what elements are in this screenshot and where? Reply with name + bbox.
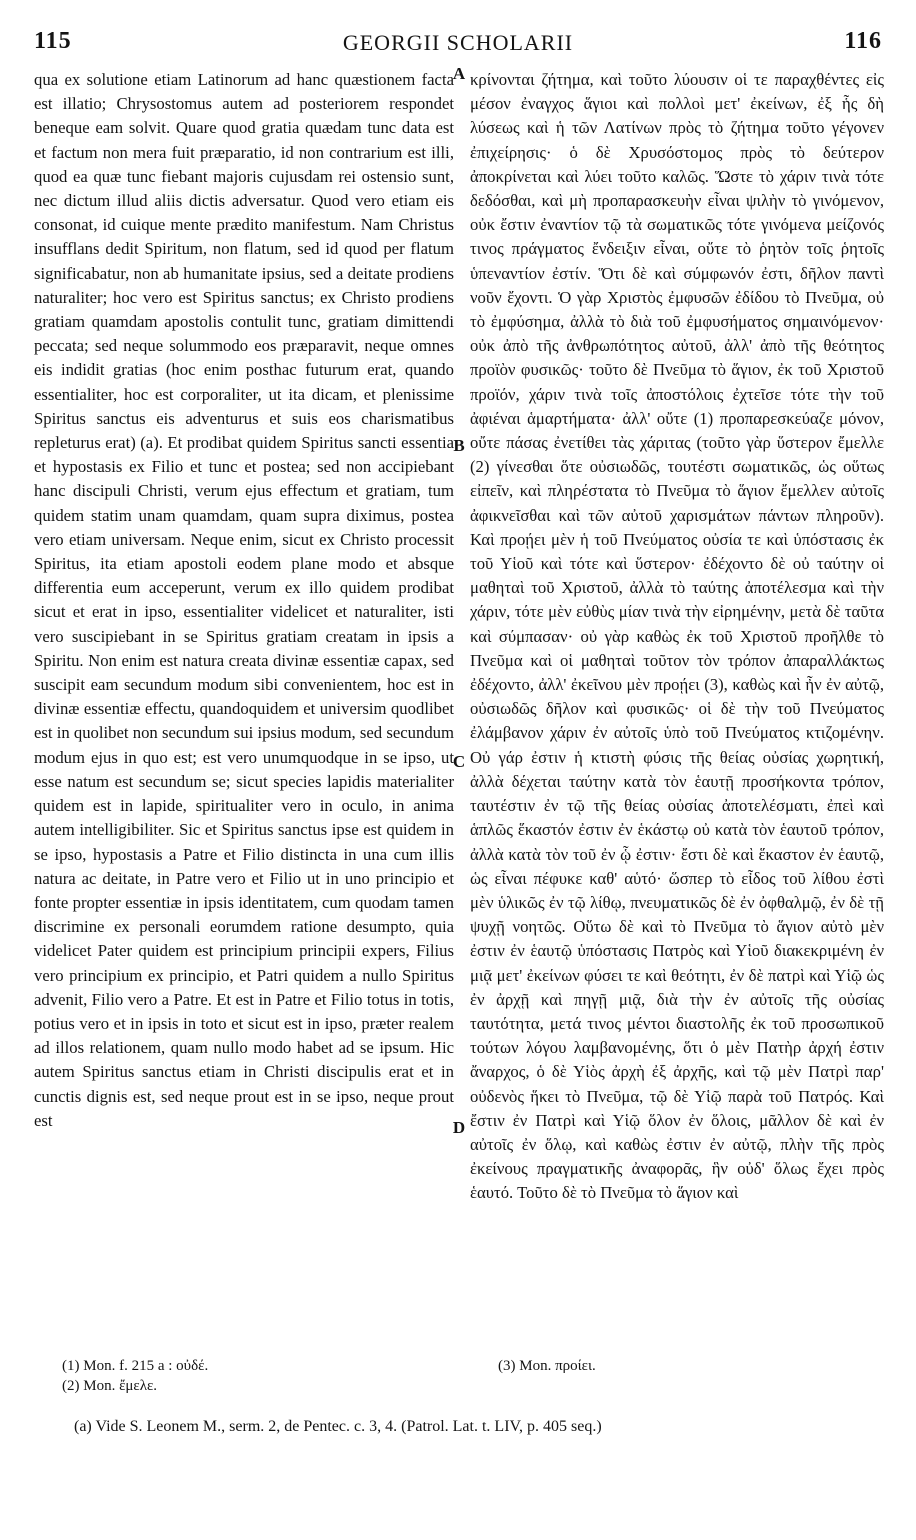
latin-column <box>34 68 454 1346</box>
page-number-left: 115 <box>34 28 72 54</box>
margin-marker-c: C <box>452 752 466 771</box>
greek-text: κρίνονται ζήτημα, καὶ τοῦτο λύουσιν οἱ τε παραχθέντες εἰς μέσον ἐναγχος ἅγιοι καὶ πολλοὶ μετ' ἐκείνων, ἐξ ἧς δὴ λύσεως καὶ ἡ τῶν Λατίνων πρὸς τὸ ζήτημα τοῦτο γέγονεν ἐπιχείρησις· ὁ δὲ Χρυσόστομος πρὸς τὸ δεύτερον ἀποκρίνεται καὶ λύει τοῦτο καλῶς. Ὥστε τὸ χάριν τινὰ τότε δεδόσθαι, καὶ μὴ προπαρασκευὴν εἶναι ψιλὴν τὸ γινόμενον, οὐκ ἔστιν ἐναντίον τῷ τὰ σωματικῶς τότε γινόμενα μείζονός τινος πράγματος ἔνδειξιν εἶναι, οὔτε τὸ ῥητὸν τοῖς ῥητοῖς ὑπεναντίον ἐστίν. Ὅτι δὲ καὶ σύμφωνόν ἐστι, δῆλον παντὶ νοῦν ἔχοντι. Ὁ γὰρ Χριστὸς ἐμφυσῶν ἐδίδου τὸ Πνεῦμα, οὐ τὸ ἐμφύσημα, ἀλλὰ τὸ διὰ τοῦ ἐμφυσήματος σημαινόμενον· οὐκ ἀπὸ τῆς ἀνθρωπότητος αὐτοῦ, ἀλλ' ἀπὸ τῆς θεότητος προϊὸν φυσικῶς· τοῦτο δὲ Πνεῦμα τὸ ἅγιον, ἐκ τοῦ Χριστοῦ προϊόν, χάριν τινὰ τοῖς ἀποστόλοις ἐχτεῖσε τότε τὴν τοῦ ἀφιέναι ἁμαρτήματα· ἀλλ' οὔτε (1) προπαρεσκεύαζε μόνον, οὔτε πάσας ἐνετίθει τὰς χάριτας (τοῦτο γὰρ ὕστερον ἔμελλε (2) γίνεσθαι ὅτε οὐσιωδῶς, τουτέστι σωματικῶς, ὡς οὕτως εἰπεῖν, καὶ πληρέστατα τὸ Πνεῦμα τὸ ἅγιον ἔμελλεν αὐτοῖς ἀφικνεῖσθαι καὶ τῶν αὐτοῦ χαρισμάτων πάντων πληροῦν). Καὶ προῄει μὲν ἡ τοῦ Πνεύματος οὐσία τε καὶ ὑπόστασις ἐκ τοῦ Υἱοῦ καὶ τότε καὶ ὕστερον· ἐδέχοντο δὲ οὐ ταύτην οἱ μαθηταὶ τοῦ Χριστοῦ, ἀλλὰ τὸ ταύτης ἀποτέλεσμα καὶ τὴν χάριν, τότε μὲν εὐθὺς μίαν τινὰ τὴν εἰρημένην, μετὰ δὲ ταῦτα καὶ σύμπασαν· οὐ γὰρ καθὼς ἐκ τοῦ Χριστοῦ προῆλθε τὸ Πνεῦμα καὶ οἱ μαθηταὶ τοῦτον τὸν τρόπον ἀπαραλλάκτως ἐδέχοντο, ἀλλ' ἐκεῖνου μὲν προῄει (3), καθὼς καὶ ἦν ἐν αὐτῷ, οὐσιωδῶς δῆλον καὶ φυσικῶς· οἱ δὲ τὴν τοῦ Πνεύματος ἐλάμβανον χάριν ἐν αὐτοῖς ὑπὸ τοῦ Πνεύματος κτιζομένην. Οὐ γάρ ἐστιν ἡ κτιστὴ φύσις τῆς θείας οὐσίας χωρητική, ἀλλὰ δέχεται ταύτην κατὰ τὸν ἑαυτῇ προσήκοντα τρόπον, ταυτέστιν ἐν τῷ τῆς θείας οὐσίας ἀποτελέσματι, ἐπεὶ καὶ ἁπλῶς ἕκαστόν ἐστιν ἐν ἑκάστῳ οὐ κατὰ τὸν ἑαυτοῦ τρόπον, ἀλλὰ κατὰ τὸν τοῦ ἐν ᾧ ἐστιν· ἔστι δὲ καὶ ἕκαστον ἐν ἑαυτῷ, ὡς εἶναι πέφυκε καθ' αὑτό· ὥσπερ τὸ εἶδος τοῦ λίθου ἐστὶ μὲν ὑλικῶς ἐν τῷ λίθῳ, πνευματικῶς δὲ ἐν ὀφθαλμῷ, ἐν δὲ τῇ ψυχῇ νοητῶς. Οὕτω δὲ καὶ τὸ Πνεῦμα τὸ ἅγιον αὐτὸ μὲν ἐστιν ἐν ἑαυτῷ ὑπόστασις Πατρὸς καὶ Υἱοῦ διακεκριμένη ἐν μιᾷ μετ' ἐκείνων φύσει τε καὶ θεότητι, ἐν δὲ πατρὶ καὶ Υἱῷ ὡς ἐν ἀρχῇ καὶ πηγῇ μιᾷ, διὰ τὴν ἐν αὐτοῖς τῆς οὐσίας ταυτότητα, μετά τινος μέντοι διαστολῆς ἐκ τοῦ προσωπικοῦ τούτων λόγου λαμβανομένης, ὅτι ὁ μὲν Πατὴρ ἀρχή ἐστιν ἄναρχος, ὁ δὲ Υἱὸς ἀρχὴ ἐξ ἀρχῆς, καὶ τῷ μὲν Πατρὶ παρ' οὐδενὸς ἥκει τὸ Πνεῦμα, τῷ δὲ Υἱῷ παρὰ τοῦ Πατρός. Καὶ ἔστιν ἐν Πατρὶ καὶ Υἱῷ ὅλον ἐν ὅλοις, μᾶλλον δὲ καὶ ἐν αὐτοῖς ἐν ὅλῳ, καὶ καθὼς ἐστιν ἐν αὐτῷ, πλὴν τῆς πρὸς ἐκείνους πραγματικῆς ἀναφορᾶς, ἣν οὐδ' ὅλως ἔχει πρὸς ἑαυτό. Τοῦτο δὲ τὸ Πνεῦμα τὸ ἅγιον καὶ <box>470 70 884 1203</box>
greek-column <box>470 68 884 1346</box>
footnote: (a) Vide S. Leonem M., serm. 2, de Pentec. c. 3, 4. (Patrol. Lat. t. LIV, p. 405 seq.) <box>74 1418 602 1435</box>
note-3: (3) Mon. προίει. <box>498 1358 596 1374</box>
note-1: (1) Mon. f. 215 a : οὐδέ. <box>62 1358 209 1374</box>
latin-text: qua ex solutione etiam Latinorum ad hanc quæstionem facta est illatio; Chrysostomus autem ad posteriorem respondet beneque eam solvit. Quare quod gratia quædam tunc data est et factum non mera fuit præparatio, id non contrarium est illi, quod ea quæ tunc fiebant majoris cujusdam rei ostensio sunt, nec dictum illud aliis dictis adversatur. Quod vero etiam eis consonat, id cuique mente prædito manifestum. Nam Christus insufflans dedit Spiritum, non flatum, sed id quod per flatum significabatur, non ab humanitate ipsius, sed a deitate prodiens naturaliter; hoc vero est Spiritus sanctus; ex Christo prodiens gratiam quamdam apostolis contulit tunc, gratiam dimittendi peccata; sed neque solummodo eos præparavit, neque omnes eis indidit gratias (hoc enim posthac futurum erat, quando essentialiter, hoc est corporaliter, ut ita dicam, et plenissime Spiritus sanctus eis adventurus et suis eos charismatibus repleturus erat) (a). Et prodibat quidem Spiritus sancti essentia et hypostasis ex Filio et tunc et postea; sed non accipiebant hanc discipuli Christi, verum ejus effectum et gratiam, tum quidem statim unam quamdam, quam supra diximus, postea vero etiam universam. Neque enim, sicut ex Christo processit Spiritus, ita etiam apostoli eodem plane modo et absque differentia eum acceperunt, verum ex illo quidem prodibat sicut et erat in ipso, essentialiter videlicet et naturaliter, isti vero suscipiebant in se Spiritus gratiam creatam in ipsis a Spiritu. Non enim est natura creata divinæ essentiæ capax, sed suscipit eam secundum modum sibi convenientem, hoc est in divinæ essentiæ effectu, quandoquidem et universim quodlibet est in quolibet non secundum sui ipsius modum, sed secundum modum ejus in quo est; est vero unumquodque in se ipso, ut esse natum est secundum se; sicut species lapidis materialiter quidem est in lapide, spiritualiter vero in oculo, in anima autem intelligibiliter. Sic et Spiritus sanctus ipse est quidem in se ipso, hypostasis a Patre et Filio distincta in una cum illis natura ac deitate, in Patre vero et Filio ut in uno principio et fonte propter essentiæ in ipsis identitatem, cum quodam tamen discrimine ex personali eorumdem ratione desumpto, quia videlicet Pater quidem est principium principii expers, Filius vero principium ex principio, et Patri quidem a nullo Spiritus advenit, Filio vero a Patre. Et est in Patre et Filio totus in totis, potius vero et in ipsis in toto et sicut est in ipso, præter realem ad illos relationem, quam nullo modo habet ad se ipsum. Hic autem Spiritus sanctus etiam in Christi discipulis erat et in cunctis dignis est, sed neque prout est in se ipso, neque prout est <box>34 70 454 1130</box>
margin-marker-d: D <box>452 1118 466 1137</box>
margin-marker-a: A <box>452 64 466 83</box>
notes-right <box>498 1356 878 1376</box>
margin-marker-b: B <box>453 436 465 455</box>
page-number-right: 116 <box>844 28 882 54</box>
notes-left <box>62 1356 442 1396</box>
page-header <box>34 28 882 68</box>
running-title: GEORGII SCHOLARII <box>342 30 574 55</box>
note-2: (2) Mon. ἔμελε. <box>62 1378 158 1394</box>
